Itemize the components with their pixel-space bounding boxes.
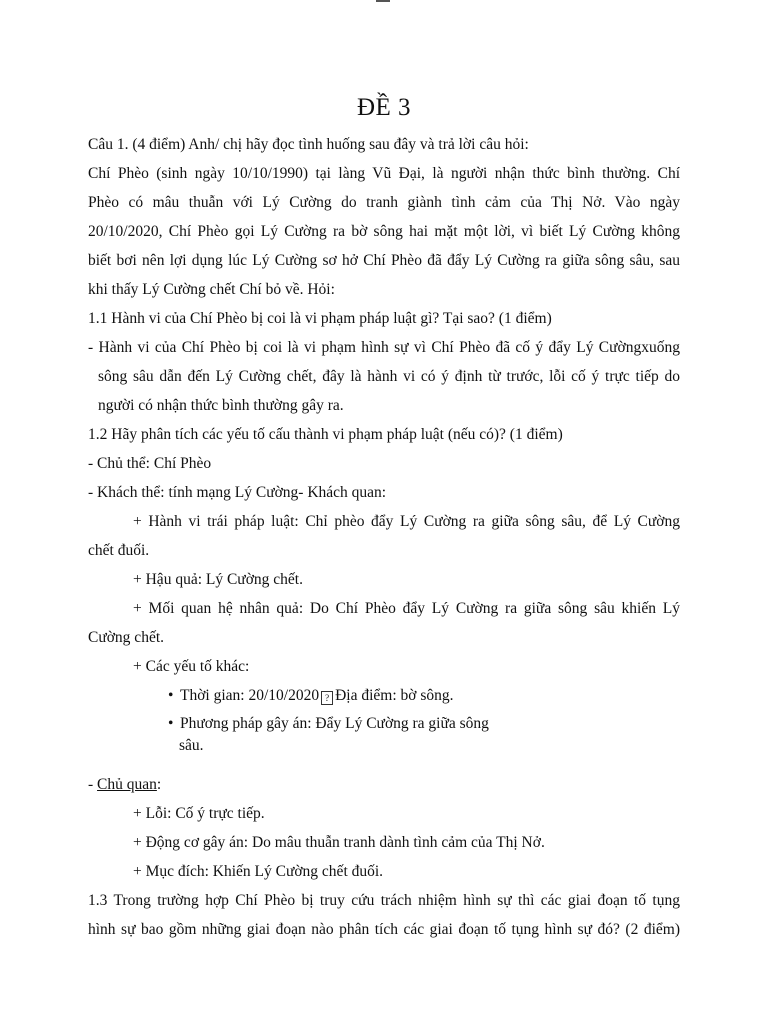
sub-question-1-2: 1.2 Hãy phân tích các yếu tố cấu thành vi phạm pháp luật (nếu có)? (1 điểm) [88, 426, 563, 443]
scenario-line: 20/10/2020, Chí Phèo gọi Lý Cường ra bờ sông hai mặt một lời, vì biết Lý Cường không [88, 223, 680, 240]
answer-line: - Hành vi của Chí Phèo bị coi là vi phạm hình sự vì Chí Phèo đã cố ý đẩy Lý Cườngxuống [88, 339, 680, 356]
answer-item-continued: chết đuối. [88, 542, 150, 559]
bullet-icon: • [168, 715, 174, 732]
bullet-item [88, 681, 680, 710]
answer-item: + Động cơ gây án: Do mâu thuẫn tranh dành tình cảm của Thị Nở. [133, 834, 545, 851]
bullet-item [88, 713, 680, 735]
document-body [88, 130, 680, 944]
answer-line: sông sâu dẫn đến Lý Cường chết, đây là hành vi có ý định từ trước, lỗi cố ý trực tiếp do [98, 368, 680, 385]
answer-line: người có nhận thức bình thường gây ra. [98, 397, 344, 414]
subjective-label: Chủ quan [97, 776, 157, 793]
answer-subject: - Chủ thể: Chí Phèo [88, 455, 212, 472]
answer-item: + Các yếu tố khác: [133, 658, 250, 675]
sub-question-1-3: 1.3 Trong trường hợp Chí Phèo bị truy cứu trách nhiệm hình sự thì các giai đoạn tố tụng [88, 892, 680, 909]
subjective-heading [88, 770, 680, 799]
scenario-line: Chí Phèo (sinh ngày 10/10/1990) tại làng Vũ Đại, là người nhận thức bình thường. Chí [88, 165, 680, 182]
page-top-mark [376, 0, 390, 2]
subjective-colon: : [156, 776, 162, 793]
bullet-text: Địa điểm: bờ sông. [335, 687, 454, 704]
answer-item: + Mục đích: Khiến Lý Cường chết đuối. [133, 863, 384, 880]
scenario-line: biết bơi nên lợi dụng lúc Lý Cường sơ hở Chí Phèo đã đẩy Lý Cường ra giữa sông sâu, sau [88, 252, 680, 269]
answer-item: + Lỗi: Cố ý trực tiếp. [133, 805, 265, 822]
missing-glyph-icon: ? [321, 691, 333, 705]
subjective-prefix: - [88, 776, 98, 793]
sub-question-1-1: 1.1 Hành vi của Chí Phèo bị coi là vi phạm pháp luật gì? Tại sao? (1 điểm) [88, 310, 552, 327]
answer-item: + Hậu quả: Lý Cường chết. [133, 571, 303, 588]
sub-question-1-3: hình sự bao gồm những giai đoạn nào phân tích các giai đoạn tố tụng hình sự đó? (2 điểm) [88, 921, 680, 938]
scenario-line: khi thấy Lý Cường chết Chí bỏ về. Hỏi: [88, 281, 335, 298]
scenario-line: Phèo có mâu thuẫn với Lý Cường do tranh giành tình cảm của Thị Nở. Vào ngày [88, 194, 680, 211]
bullet-text: Thời gian: 20/10/2020 [180, 687, 320, 704]
page-title: ĐỀ 3 [356, 94, 412, 121]
question-heading: Câu 1. (4 điểm) Anh/ chị hãy đọc tình huống sau đây và trả lời câu hỏi: [88, 136, 529, 153]
answer-item: + Mối quan hệ nhân quả: Do Chí Phèo đẩy Lý Cường ra giữa sông sâu khiến Lý [133, 600, 680, 617]
bullet-text: Phương pháp gây án: Đẩy Lý Cường ra giữa sông [180, 715, 489, 732]
answer-object: - Khách thể: tính mạng Lý Cường- Khách quan: [88, 484, 387, 501]
bullet-icon: • [168, 687, 174, 704]
bullet-text-continued: sâu. [179, 737, 204, 754]
answer-item: + Hành vi trái pháp luật: Chỉ phèo đẩy Lý Cường ra giữa sông sâu, để Lý Cường [133, 513, 680, 530]
answer-item-continued: Cường chết. [88, 629, 165, 646]
